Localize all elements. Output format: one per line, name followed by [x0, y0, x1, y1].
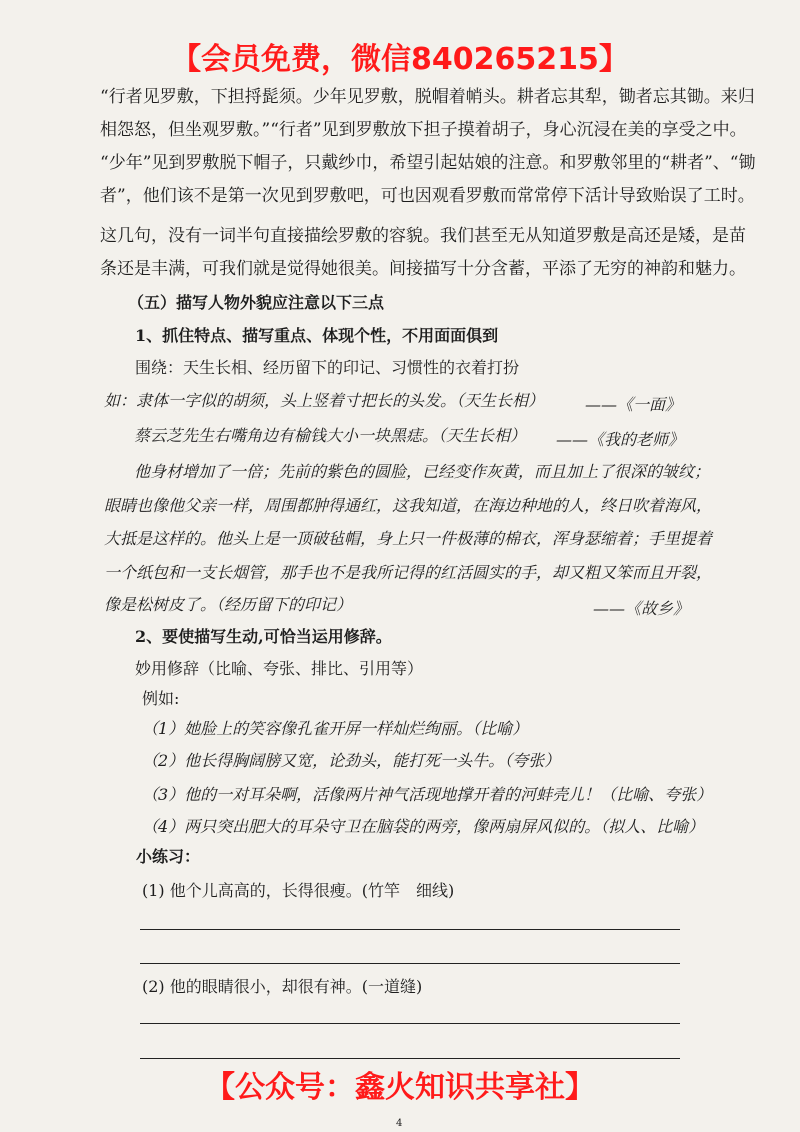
point-heading: 1、抓住特点、描写重点、体现个性，不用面面俱到: [135, 326, 499, 345]
top-banner: 【会员免费，微信840265215】: [171, 42, 629, 77]
paragraph-line: “行者见罗敷，下担捋髭须。少年见罗敷，脱帽着帩头。耕者忘其犁，锄者忘其锄。来归: [100, 87, 755, 107]
paragraph-line: 这几句，没有一词半句直接描绘罗敷的容貌。我们甚至无从知道罗敷是高还是矮，是苗: [100, 226, 746, 246]
example-line: 一个纸包和一支长烟管，那手也不是我所记得的红活圆实的手，却又粗又笨而且开裂，: [104, 563, 713, 582]
rhetoric-example: （3）他的一对耳朵啊，活像两片神气活现地撑开着的河蚌壳儿！（比喻、夸张）: [142, 785, 713, 804]
rhetoric-example: （1）她脸上的笑容像孔雀开屏一样灿烂绚丽。（比喻）: [142, 719, 529, 738]
answer-line: [140, 929, 680, 930]
paragraph-line: 条还是丰满，可我们就是觉得她很美。间接描写十分含蓄，平添了无穷的神韵和魅力。: [100, 259, 746, 279]
point-description: 妙用修辞（比喻、夸张、排比、引用等）: [135, 659, 424, 678]
example-line: 他身材增加了一倍；先前的紫色的圆脸，已经变作灰黄，而且加上了很深的皱纹；: [134, 462, 711, 481]
example-source: ——《一面》: [585, 395, 682, 414]
answer-line: [140, 963, 680, 964]
answer-line: [140, 1058, 680, 1059]
practice-heading: 小练习：: [136, 847, 201, 866]
bottom-banner: 【公众号：鑫火知识共享社】: [205, 1070, 595, 1105]
page-number: 4: [396, 1118, 403, 1129]
example-line: 大抵是这样的。他头上是一顶破毡帽，身上只一件极薄的棉衣，浑身瑟缩着；手里提着: [104, 529, 713, 548]
paragraph-line: 者”，他们该不是第一次见到罗敷吧，可也因观看罗敷而常常停下活计导致贻误了工时。: [100, 186, 755, 206]
paragraph-line: 相怨怒，但坐观罗敷。”“行者”见到罗敷放下担子摸着胡子，身心沉浸在美的享受之中。: [100, 120, 747, 140]
example-line: 像是松树皮了。（经历留下的印记）: [104, 595, 353, 614]
practice-question: (1) 他个儿高高的，长得很瘦。(竹竿 细线): [142, 881, 455, 900]
example-source: ——《我的老师》: [556, 430, 685, 449]
answer-line: [140, 1023, 680, 1024]
section-heading: （五）描写人物外貌应注意以下三点: [128, 293, 385, 312]
practice-question: (2) 他的眼睛很小，却很有神。(一道缝): [142, 977, 423, 996]
rhetoric-example: （2）他长得胸阔膀又宽，论劲头，能打死一头牛。（夸张）: [142, 751, 561, 770]
example-label: 例如:: [142, 689, 180, 708]
point-heading: 2、要使描写生动,可恰当运用修辞。: [135, 627, 392, 646]
paragraph-line: “少年”见到罗敷脱下帽子，只戴纱巾，希望引起姑娘的注意。和罗敷邻里的“耕者”、“锄: [100, 153, 756, 173]
point-description: 围绕：天生长相、经历留下的印记、习惯性的衣着打扮: [135, 358, 520, 377]
example-line: 如：隶体一字似的胡须，头上竖着寸把长的头发。（天生长相）: [104, 391, 545, 410]
example-line: 眼睛也像他父亲一样，周围都肿得通红，这我知道，在海边种地的人，终日吹着海风，: [104, 496, 713, 515]
rhetoric-example: （4）两只突出肥大的耳朵守卫在脑袋的两旁，像两扇屏风似的。（拟人、比喻）: [142, 817, 705, 836]
example-source: ——《故乡》: [593, 599, 690, 618]
example-line: 蔡云芝先生右嘴角边有榆钱大小一块黑痣。（天生长相）: [134, 426, 527, 445]
